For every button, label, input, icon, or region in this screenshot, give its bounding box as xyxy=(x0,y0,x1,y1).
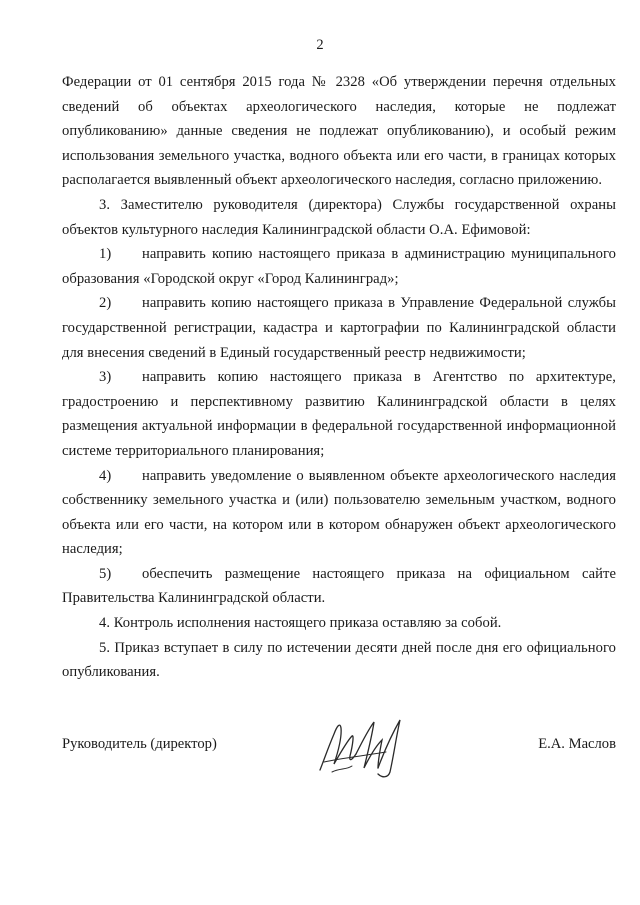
list-item-number: 3) xyxy=(99,369,112,386)
list-item-number: 4) xyxy=(99,467,112,484)
list-item-4 xyxy=(62,464,616,562)
list-item-1 xyxy=(62,242,616,291)
document-body xyxy=(62,70,616,685)
paragraph-continuation: Федерации от 01 сентября 2015 года № 2328 «Об утверждении перечня отдельных сведений об объектах археологического наследия, которые не подлежат опубликованию» данные сведения не подлежат опубликованию), и особый режим использования земельного участка, водного объекта или его части, в границах которых располагается выявленный объект археологического наследия, согласно приложению. xyxy=(62,74,616,189)
handwritten-signature xyxy=(312,712,422,782)
page-number: 2 xyxy=(316,37,324,53)
list-item-text: направить копию настоящего приказа в Агентство по архитектуре, градостроению и перспективному развитию Калининградской области в целях размещения актуальной информации в федеральной государственной информационной системе территориального планирования; xyxy=(62,369,616,459)
list-item-text: обеспечить размещение настоящего приказа на официальном сайте Правительства Калининградской области. xyxy=(62,565,616,607)
list-item-text: направить уведомление о выявленном объекте археологического наследия собственнику земельного участка и (или) пользователю земельным участком, водного объекта или его части, на котором или в котором обнаружен объект археологического наследия; xyxy=(62,467,616,558)
paragraph-5: 5. Приказ вступает в силу по истечении десяти дней после дня его официального опубликования. xyxy=(62,639,616,681)
signer-title: Руководитель (директор) xyxy=(62,736,217,752)
list-item-5 xyxy=(62,562,616,611)
signature-block xyxy=(62,734,616,774)
list-item-number: 5) xyxy=(99,565,112,582)
paragraph-4: 4. Контроль исполнения настоящего приказа оставляю за собой. xyxy=(99,615,502,632)
list-item-number: 2) xyxy=(99,295,112,312)
list-item-number: 1) xyxy=(99,246,112,263)
paragraph-3: 3. Заместителю руководителя (директора) Службы государственной охраны объектов культурного наследия Калининградской области О.А. Ефимовой: xyxy=(62,196,616,238)
list-item-3 xyxy=(62,365,616,463)
list-item-text: направить копию настоящего приказа в администрацию муниципального образования «Городской округ «Город Калининград»; xyxy=(62,246,616,287)
signer-name: Е.А. Маслов xyxy=(538,736,616,752)
list-item-2 xyxy=(62,291,616,365)
list-item-text: направить копию настоящего приказа в Управление Федеральной службы государственной регистрации, кадастра и картографии по Калининградской области для внесения сведений в Единый государственный реестр недвижимости; xyxy=(62,295,616,361)
